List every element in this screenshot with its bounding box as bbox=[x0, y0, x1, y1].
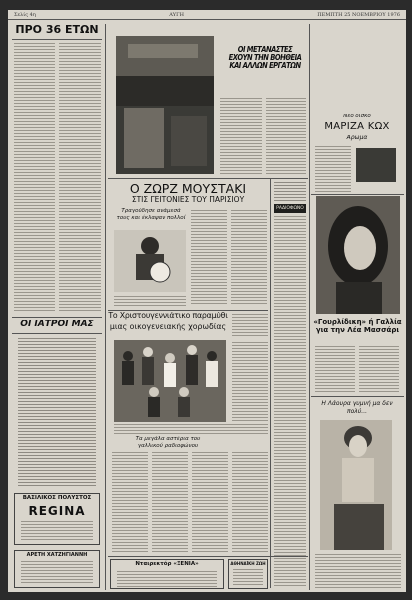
athens-ad-title: ΑΘΗΝΑΪΚΗ ΖΩΗ bbox=[230, 561, 266, 566]
disc-photo bbox=[356, 148, 396, 182]
small-ad bbox=[14, 550, 100, 588]
divider bbox=[108, 310, 268, 311]
moustaki-headline-1: Ο ΖΩΡΖ ΜΟΥΣΤΑΚΙ bbox=[129, 182, 247, 196]
article-text bbox=[152, 452, 188, 552]
date-line: ΠΕΜΠΤΗ 25 ΝΟΕΜΒΡΙΟΥ 1976 bbox=[317, 11, 400, 18]
masthead bbox=[8, 10, 406, 20]
article-text bbox=[14, 43, 55, 313]
divider bbox=[12, 317, 102, 318]
gourlidika-headline: «Γουρλίδικη» ή Γαλλία για την Λέα Μασσάρι bbox=[313, 318, 402, 335]
choir-headline-1: Το Χριστουγεννιάτικο παραμύθι bbox=[108, 312, 228, 320]
massari-photo-art bbox=[316, 196, 400, 314]
athens-ad bbox=[228, 559, 268, 589]
regina-ad bbox=[14, 493, 100, 545]
column-rule bbox=[309, 24, 310, 590]
doctors-title: ΟΙ ΙΑΤΡΟΙ ΜΑΣ bbox=[20, 320, 94, 329]
moustaki-headline-2: ΣΤΙΣ ΓΕΙΤΟΝΙΕΣ ΤΟΥ ΠΑΡΙΣΙΟΥ bbox=[131, 196, 245, 204]
divider bbox=[12, 39, 102, 40]
paper-name: ΑΥΓΗ bbox=[169, 11, 184, 18]
article-text bbox=[232, 314, 268, 338]
massari-photo bbox=[316, 196, 400, 314]
small-ad-text bbox=[21, 561, 93, 583]
xenia-ad bbox=[110, 559, 224, 589]
regina-ad-title: ΒΑΣΙΛΙΚΟΣ ΠΟΛΥΣΤΟΣ bbox=[22, 495, 92, 501]
choir-photo-art bbox=[114, 340, 226, 422]
laura-photo-art bbox=[320, 420, 392, 550]
article-text bbox=[112, 452, 148, 552]
album-title: Άρωμα bbox=[346, 135, 368, 141]
article-text bbox=[315, 554, 401, 588]
column-rule bbox=[105, 24, 106, 590]
new-disc-label: Νέο δίσκο bbox=[343, 114, 371, 119]
article-text bbox=[315, 146, 351, 192]
moustaki-subhead: Τραγούδησε ανάμεσά τους και έκλαψαν πολλοί bbox=[116, 208, 186, 222]
regina-brand: REGINA bbox=[28, 503, 86, 518]
lady-caption: Η Λάουρα γυμνή μα δεν πολύ... bbox=[321, 400, 393, 415]
page-number: Σελίς 4η bbox=[14, 11, 36, 18]
article-text bbox=[232, 342, 268, 422]
article-text bbox=[220, 98, 262, 174]
article-text bbox=[232, 452, 268, 552]
left-column-title: ΠΡΟ 36 ΕΤΩΝ bbox=[15, 24, 99, 36]
doctors-directory bbox=[18, 338, 96, 488]
divider bbox=[311, 396, 404, 397]
workers-photo bbox=[116, 36, 214, 174]
choir-caption: Τα μεγάλα αστέρια του γαλλικού ραδιοφώνου bbox=[135, 436, 201, 450]
article-text bbox=[266, 98, 306, 174]
xenia-ad-text bbox=[117, 571, 217, 587]
photo-caption bbox=[114, 296, 186, 306]
divider bbox=[311, 194, 404, 195]
xenia-ad-title: Νταιρεκτόρ «ΞΕΝΙΑ» bbox=[135, 561, 199, 567]
regina-ad-text bbox=[21, 521, 93, 541]
article-text bbox=[359, 346, 399, 392]
listings-intro bbox=[274, 182, 306, 202]
radio-label: ΡΑΔΙΟΦΩΝΟ bbox=[274, 204, 306, 213]
moustaki-photo bbox=[114, 230, 186, 292]
radio-listings bbox=[274, 216, 306, 588]
divider bbox=[108, 178, 308, 179]
article-text bbox=[191, 210, 227, 304]
column-rule bbox=[270, 178, 271, 588]
small-ad-title: ΑΡΕΤΗ ΧΑΤΖΗΓΙΑΝΝΗ bbox=[26, 552, 88, 558]
laura-photo bbox=[320, 420, 392, 550]
divider bbox=[108, 556, 308, 557]
choir-photo bbox=[114, 340, 226, 422]
article-text bbox=[315, 346, 355, 392]
article-text bbox=[192, 452, 228, 552]
article-text bbox=[231, 210, 267, 304]
choir-headline-2: μιας οικογενειακής χορωδίας bbox=[109, 323, 227, 331]
athens-ad-text bbox=[233, 569, 263, 585]
divider bbox=[12, 333, 102, 334]
moustaki-photo-art bbox=[114, 230, 186, 292]
singer-name: ΜΑΡΙΖΑ ΚΩΧ bbox=[324, 122, 390, 132]
workers-headline: ΟΙ ΜΕΤΑΝΑΣΤΕΣ ΕΧΟΥΝ ΤΗΝ ΒΟΗΘΕΙΑ ΚΑΙ ΑΛΛΩΝ ΕΡΓΑΤΩΝ bbox=[228, 46, 302, 70]
photo-caption bbox=[114, 424, 268, 434]
workers-photo-art bbox=[116, 36, 214, 174]
newspaper-page bbox=[8, 10, 406, 592]
article-text bbox=[59, 43, 101, 313]
